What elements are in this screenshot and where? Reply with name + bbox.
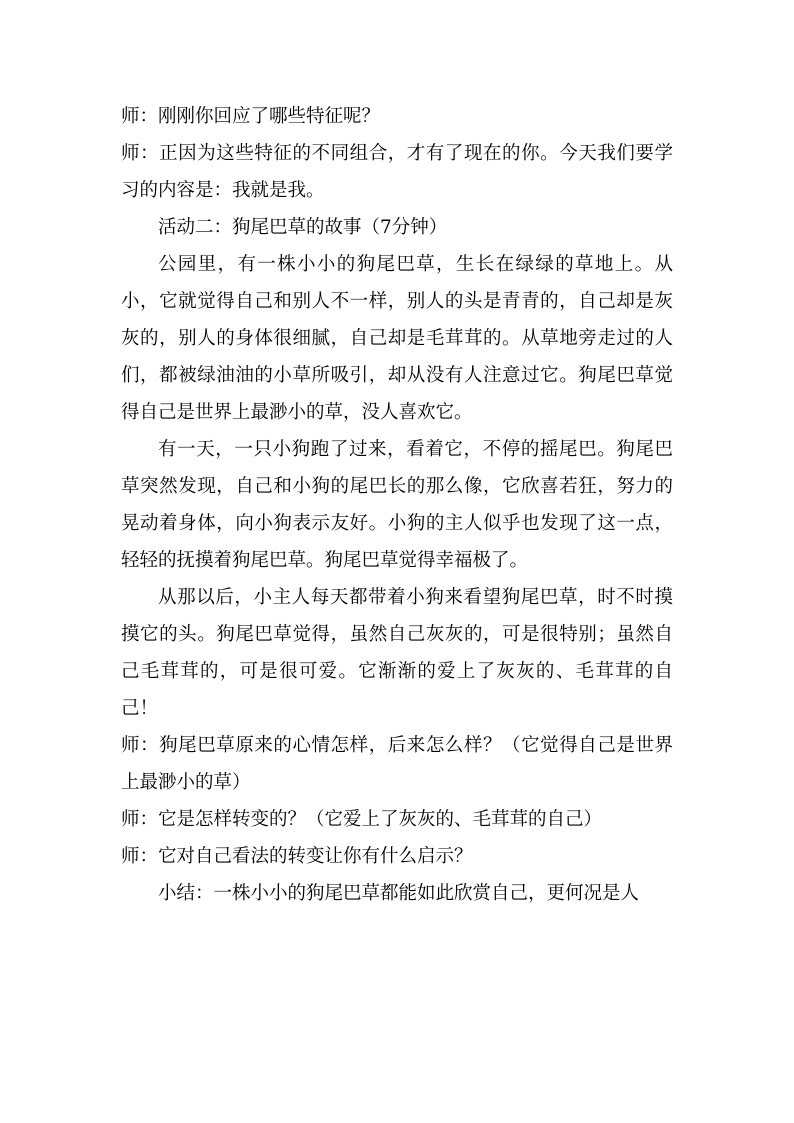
- story-paragraph-2: 有一天，一只小狗跑了过来，看着它，不停的摇尾巴。狗尾巴草突然发现，自己和小狗的尾巴长的那么像，它欣喜若狂，努力的晃动着身体，向小狗表示友好。小狗的主人似乎也发现了这一点，轻轻的抚摸着狗尾巴草。狗尾巴草觉得幸福极了。: [121, 439, 673, 571]
- story-paragraph-3: 从那以后，小主人每天都带着小狗来看望狗尾巴草，时不时摸摸它的头。狗尾巴草觉得，虽然自己灰灰的，可是很特别；虽然自己毛茸茸的，可是很可爱。它渐渐的爱上了灰灰的、毛茸茸的自己！: [121, 587, 673, 719]
- dialogue-line-change-question: 师：它是怎样转变的？（它爱上了灰灰的、毛茸茸的自己）: [121, 809, 603, 830]
- dialogue-line-inspiration-question: 师：它对自己看法的转变让你有什么启示？: [121, 846, 473, 867]
- activity-heading: 活动二：狗尾巴草的故事（7分钟）: [158, 217, 448, 238]
- document-body: [121, 98, 673, 912]
- story-paragraph-1: 公园里，有一株小小的狗尾巴草，生长在绿绿的草地上。从小，它就觉得自己和别人不一样，别人的头是青青的，自己却是灰灰的，别人的身体很细腻，自己却是毛茸茸的。从草地旁走过的人们，都被绿油油的小草所吸引，却从没有人注意过它。狗尾巴草觉得自己是世界上最渺小的草，没人喜欢它。: [121, 254, 673, 423]
- summary-paragraph: 小结：一株小小的狗尾巴草都能如此欣赏自己，更何况是人: [158, 883, 640, 904]
- dialogue-line-lesson-intro: 师：正因为这些特征的不同组合，才有了现在的你。今天我们要学习的内容是：我就是我。: [121, 143, 673, 201]
- dialogue-line-mood-question: 师：狗尾巴草原来的心情怎样，后来怎么样？（它觉得自己是世界上最渺小的草）: [121, 735, 673, 793]
- dialogue-line-features-question: 师：刚刚你回应了哪些特征呢？: [121, 106, 381, 127]
